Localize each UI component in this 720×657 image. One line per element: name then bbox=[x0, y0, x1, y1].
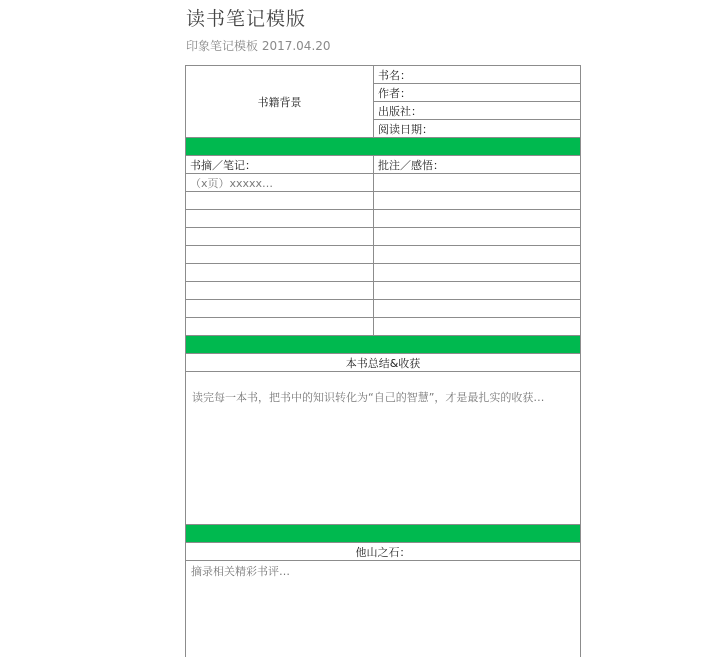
notes-header-row bbox=[186, 156, 581, 174]
excerpt-cell[interactable] bbox=[186, 246, 374, 264]
others-header: 他山之石： bbox=[186, 543, 581, 561]
excerpt-cell[interactable] bbox=[186, 282, 374, 300]
excerpt-cell[interactable] bbox=[186, 300, 374, 318]
annotation-cell[interactable] bbox=[374, 282, 581, 300]
annotation-cell[interactable] bbox=[374, 300, 581, 318]
book-author-field[interactable]: 作者： bbox=[374, 84, 581, 102]
summary-header-row bbox=[186, 354, 581, 372]
table-row bbox=[186, 318, 581, 336]
book-publisher-field[interactable]: 出版社： bbox=[374, 102, 581, 120]
excerpt-cell[interactable] bbox=[186, 192, 374, 210]
excerpt-header: 书摘／笔记： bbox=[186, 156, 374, 174]
excerpt-cell[interactable] bbox=[186, 264, 374, 282]
annotation-cell[interactable] bbox=[374, 174, 581, 192]
annotation-cell[interactable] bbox=[374, 318, 581, 336]
table-row bbox=[186, 282, 581, 300]
table-row bbox=[186, 174, 581, 192]
others-header-row bbox=[186, 543, 581, 561]
annotation-header: 批注／感悟： bbox=[374, 156, 581, 174]
summary-body[interactable]: 读完每一本书，把书中的知识转化为“自己的智慧”，才是最扎实的收获… bbox=[186, 372, 581, 525]
table-row bbox=[186, 264, 581, 282]
table-row bbox=[186, 192, 581, 210]
excerpt-cell[interactable]: （x页）xxxxx… bbox=[186, 174, 374, 192]
summary-body-row bbox=[186, 372, 581, 525]
book-info-row bbox=[186, 66, 581, 84]
table-row bbox=[186, 228, 581, 246]
others-body[interactable]: 摘录相关精彩书评… bbox=[186, 561, 581, 657]
excerpt-cell[interactable] bbox=[186, 318, 374, 336]
summary-header: 本书总结&收获 bbox=[186, 354, 581, 372]
book-background-label: 书籍背景 bbox=[186, 66, 374, 138]
others-body-row bbox=[186, 561, 581, 657]
annotation-cell[interactable] bbox=[374, 264, 581, 282]
green-divider-2 bbox=[186, 336, 581, 354]
green-divider-3 bbox=[186, 525, 581, 543]
table-row bbox=[186, 300, 581, 318]
page-subtitle: 印象笔记模板 2017.04.20 bbox=[186, 39, 331, 53]
table-row bbox=[186, 210, 581, 228]
annotation-cell[interactable] bbox=[374, 210, 581, 228]
annotation-cell[interactable] bbox=[374, 228, 581, 246]
excerpt-cell[interactable] bbox=[186, 228, 374, 246]
table-row bbox=[186, 246, 581, 264]
reading-notes-table bbox=[185, 65, 581, 657]
page-title: 读书笔记模版 bbox=[186, 8, 307, 30]
annotation-cell[interactable] bbox=[374, 246, 581, 264]
book-title-field[interactable]: 书名： bbox=[374, 66, 581, 84]
green-divider-1 bbox=[186, 138, 581, 156]
reading-date-field[interactable]: 阅读日期： bbox=[374, 120, 581, 138]
excerpt-cell[interactable] bbox=[186, 210, 374, 228]
annotation-cell[interactable] bbox=[374, 192, 581, 210]
